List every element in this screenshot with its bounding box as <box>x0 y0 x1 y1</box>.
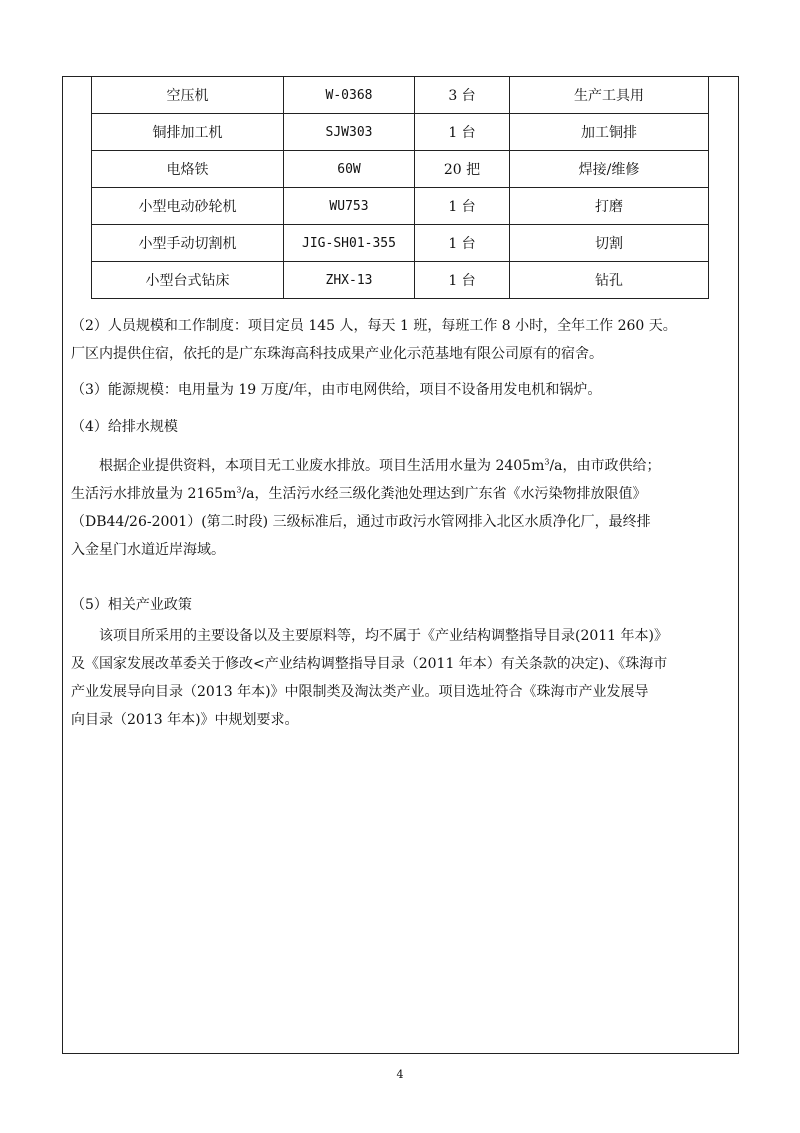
section2-line2: 厂区内提供住宿，依托的是广东珠海高科技成果产业化示范基地有限公司原有的宿舍。 <box>71 346 603 362</box>
usage-cell: 加工铜排 <box>510 114 709 151</box>
usage-cell: 打磨 <box>510 188 709 225</box>
section5-line3: 产业发展导向目录（2013 年本)》中限制类及淘汰类产业。项目选址符合《珠海市产业发展导 <box>71 684 649 700</box>
quantity-cell: 3 台 <box>415 77 510 114</box>
table-row <box>92 262 709 299</box>
usage-cell: 切割 <box>510 225 709 262</box>
section4-heading: （4）给排水规模 <box>71 419 178 435</box>
equipment-table <box>91 76 709 299</box>
section4-line4: 入金星门水道近岸海域。 <box>71 542 225 558</box>
model-cell: W-0368 <box>284 77 415 114</box>
section4-line3: （DB44/26-2001）(第二时段) 三级标准后，通过市政污水管网排入北区水质净化厂，最终排 <box>71 514 651 530</box>
model-cell: SJW303 <box>284 114 415 151</box>
table-row <box>92 114 709 151</box>
section3-line1: （3）能源规模：电用量为 19 万度/年，由市电网供给，项目不设备用发电机和锅炉。 <box>71 382 602 398</box>
section2-line1: （2）人员规模和工作制度：项目定员 145 人，每天 1 班，每班工作 8 小时，全年工作 260 天。 <box>71 318 677 334</box>
usage-cell: 生产工具用 <box>510 77 709 114</box>
section5-line2: 及《国家发展改革委关于修改<产业结构调整指导目录（2011 年本）有关条款的决定)、《珠海市 <box>71 656 668 672</box>
table-row <box>92 77 709 114</box>
table-row <box>92 151 709 188</box>
table-row <box>92 225 709 262</box>
quantity-cell: 1 台 <box>415 225 510 262</box>
equipment-name-cell: 小型手动切割机 <box>92 225 284 262</box>
model-cell: 60W <box>284 151 415 188</box>
section5-heading: （5）相关产业政策 <box>71 597 192 613</box>
quantity-cell: 1 台 <box>415 114 510 151</box>
usage-cell: 焊接/维修 <box>510 151 709 188</box>
model-cell: WU753 <box>284 188 415 225</box>
page-number: 4 <box>396 1068 404 1081</box>
section4-line1: 根据企业提供资料，本项目无工业废水排放。项目生活用水量为 $2405m^3/a$，由市政供给； <box>99 457 661 474</box>
equipment-name-cell: 铜排加工机 <box>92 114 284 151</box>
equipment-name-cell: 空压机 <box>92 77 284 114</box>
model-cell: ZHX-13 <box>284 262 415 299</box>
section5-line1: 该项目所采用的主要设备以及主要原料等，均不属于《产业结构调整指导目录(2011 年本)》 <box>99 628 669 644</box>
quantity-cell: 20 把 <box>415 151 510 188</box>
model-cell: JIG-SH01-355 <box>284 225 415 262</box>
section4-line2: 生活污水排放量为 $2165m^3/a$，生活污水经三级化粪池处理达到广东省《水污染物排放限值》 <box>71 485 647 502</box>
equipment-name-cell: 小型台式钻床 <box>92 262 284 299</box>
usage-cell: 钻孔 <box>510 262 709 299</box>
section4-paragraph <box>71 452 735 564</box>
equipment-name-cell: 小型电动砂轮机 <box>92 188 284 225</box>
section5-paragraph <box>71 622 735 734</box>
equipment-name-cell: 电烙铁 <box>92 151 284 188</box>
section5-line4: 向目录（2013 年本)》中规划要求。 <box>71 712 299 728</box>
quantity-cell: 1 台 <box>415 188 510 225</box>
table-row <box>92 188 709 225</box>
quantity-cell: 1 台 <box>415 262 510 299</box>
